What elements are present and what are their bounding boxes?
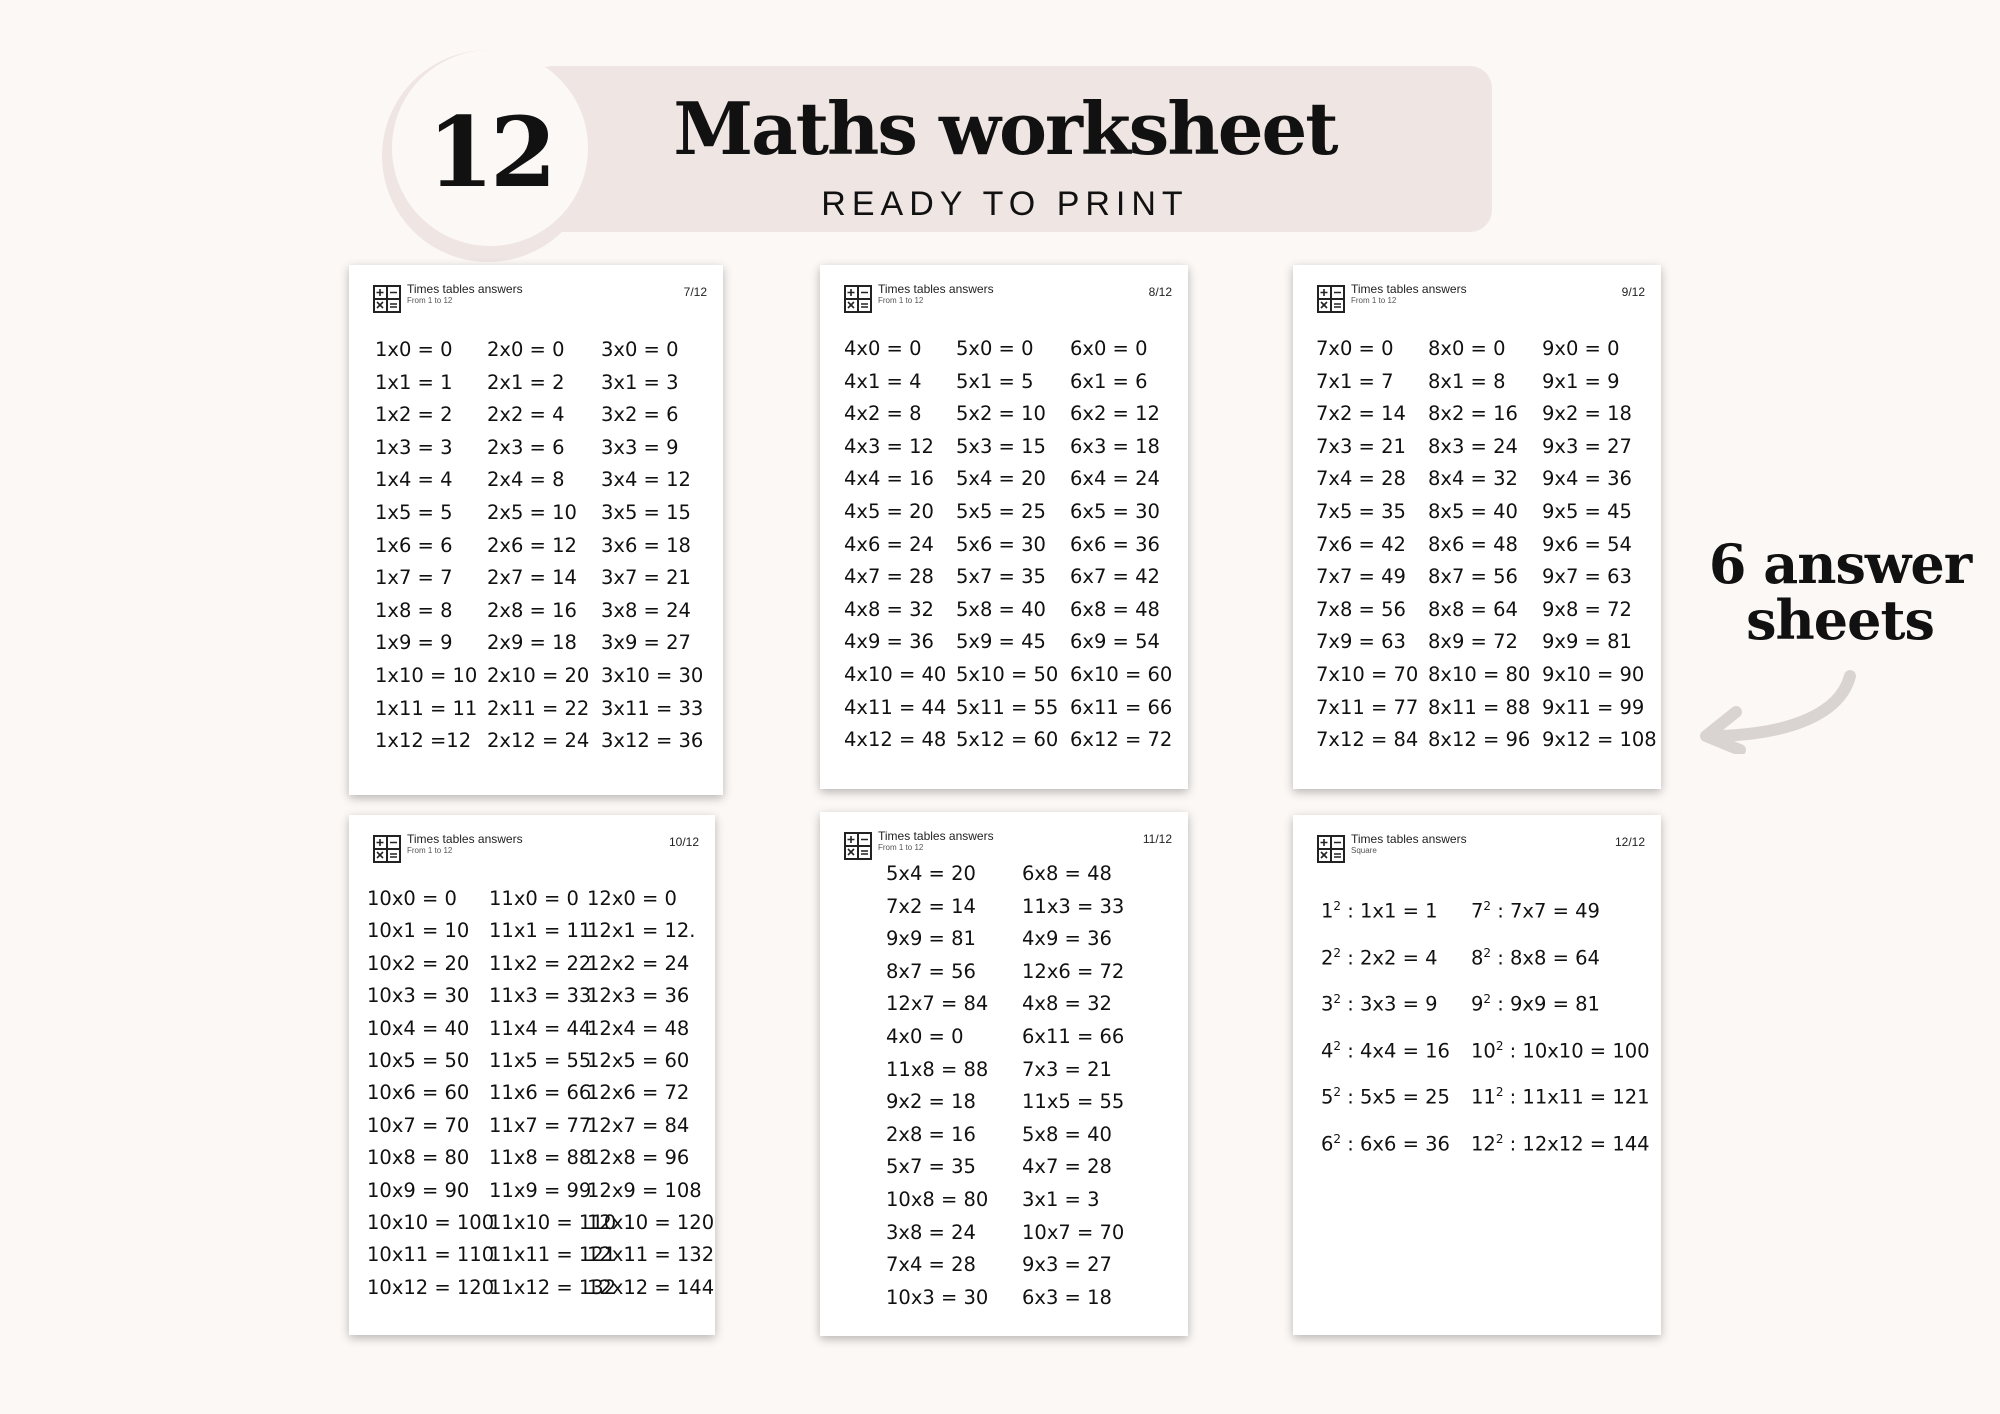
answer-grid bbox=[844, 337, 1182, 761]
answer-cell: 6x3 = 18 bbox=[1022, 1285, 1112, 1309]
answer-cell: 4x4 = 16 bbox=[844, 467, 934, 491]
answer-cell: 12x8 = 96 bbox=[587, 1146, 690, 1170]
square-answer-cell bbox=[1471, 1039, 1661, 1086]
square-base: 4 bbox=[1321, 1039, 1334, 1062]
sheet-page-number: 10/12 bbox=[668, 835, 699, 849]
answer-cell: 10x6 = 60 bbox=[367, 1081, 470, 1105]
answer-cell: 11x4 = 44 bbox=[489, 1016, 592, 1040]
sheet-header bbox=[349, 815, 715, 875]
answer-cell: 5x6 = 30 bbox=[956, 532, 1046, 556]
answer-cell: 9x6 = 54 bbox=[1542, 532, 1632, 556]
answer-cell: 6x5 = 30 bbox=[1070, 499, 1160, 523]
answer-cell: 5x1 = 5 bbox=[956, 369, 1034, 393]
sheet-title: Times tables answers bbox=[1351, 282, 1467, 296]
answer-cell: 2x12 = 24 bbox=[487, 729, 590, 753]
answer-cell: 9x3 = 27 bbox=[1542, 434, 1632, 458]
square-base: 5 bbox=[1321, 1085, 1334, 1109]
square-result: : 9x9 = 81 bbox=[1491, 992, 1600, 1016]
square-base: 1 bbox=[1321, 899, 1334, 923]
calculator-icon bbox=[844, 285, 872, 313]
answer-cell: 7x7 = 49 bbox=[1316, 565, 1406, 589]
answer-cell: 2x11 = 22 bbox=[487, 696, 590, 720]
answer-cell: 7x4 = 28 bbox=[1316, 467, 1406, 491]
answer-cell: 7x6 = 42 bbox=[1316, 532, 1406, 556]
answer-cell: 6x3 = 18 bbox=[1070, 434, 1160, 458]
square-answer-cell bbox=[1321, 1085, 1471, 1132]
sheet-header bbox=[820, 265, 1188, 325]
square-base: 8 bbox=[1471, 946, 1484, 969]
sheet-title: Times tables answers bbox=[407, 282, 523, 296]
answer-cell: 5x12 = 60 bbox=[956, 728, 1059, 752]
answer-cell: 3x8 = 24 bbox=[601, 598, 691, 622]
square-answer-cell bbox=[1471, 992, 1661, 1039]
answer-cell: 3x2 = 6 bbox=[601, 403, 679, 427]
answer-cell: 2x1 = 2 bbox=[487, 370, 565, 394]
answer-cell: 4x9 = 36 bbox=[844, 630, 934, 654]
answer-cell: 6x12 = 72 bbox=[1070, 728, 1173, 752]
answer-cell: 5x11 = 55 bbox=[956, 695, 1059, 719]
page-title: Maths worksheet bbox=[673, 86, 1337, 171]
answer-cell: 11x6 = 66 bbox=[489, 1081, 592, 1105]
answer-cell: 5x7 = 35 bbox=[956, 565, 1046, 589]
answer-cell: 6x11 = 66 bbox=[1022, 1024, 1125, 1048]
worksheet-page-11 bbox=[820, 812, 1188, 1336]
sheet-title: Times tables answers bbox=[1351, 832, 1467, 846]
answer-cell: 1x12 =12 bbox=[375, 729, 472, 753]
worksheet-page-9 bbox=[1293, 265, 1661, 789]
answer-cell: 9x9 = 81 bbox=[886, 927, 976, 951]
answer-cell: 1x10 = 10 bbox=[375, 663, 478, 687]
answer-cell: 1x6 = 6 bbox=[375, 533, 453, 557]
square-answer-cell bbox=[1321, 946, 1471, 993]
answer-cell: 5x5 = 25 bbox=[956, 499, 1046, 523]
callout-line-2: sheets bbox=[1746, 588, 1934, 652]
sheet-page-number: 9/12 bbox=[1621, 285, 1645, 299]
worksheet-page-10 bbox=[349, 815, 715, 1335]
answer-cell: 4x7 = 28 bbox=[1022, 1155, 1112, 1179]
answer-cell: 10x7 = 70 bbox=[367, 1113, 470, 1137]
answer-cell: 11x8 = 88 bbox=[489, 1146, 592, 1170]
square-exponent: 2 bbox=[1333, 1131, 1342, 1146]
answer-cell: 5x0 = 0 bbox=[956, 337, 1034, 360]
answer-cell: 4x0 = 0 bbox=[844, 337, 922, 360]
answer-cell: 2x0 = 0 bbox=[487, 338, 565, 361]
answer-cell: 10x5 = 50 bbox=[367, 1048, 470, 1072]
answer-cell: 4x8 = 32 bbox=[844, 597, 934, 621]
answer-cell: 10x4 = 40 bbox=[367, 1016, 470, 1040]
answer-cell: 8x4 = 32 bbox=[1428, 467, 1518, 491]
count-badge bbox=[392, 50, 588, 246]
sheet-header bbox=[1293, 265, 1661, 325]
sheet-title: Times tables answers bbox=[878, 829, 994, 843]
answer-cell: 7x8 = 56 bbox=[1316, 597, 1406, 621]
answer-cell: 2x8 = 16 bbox=[886, 1122, 976, 1146]
square-exponent: 2 bbox=[1483, 899, 1492, 913]
answer-cell: 12x7 = 84 bbox=[886, 992, 989, 1016]
answer-cell: 9x7 = 63 bbox=[1542, 565, 1632, 589]
answer-cell: 11x1 = 11 bbox=[489, 919, 592, 943]
calculator-icon bbox=[373, 285, 401, 313]
answer-cell: 10x8 = 80 bbox=[886, 1187, 989, 1211]
answer-cell: 9x11 = 99 bbox=[1542, 695, 1645, 719]
square-exponent: 2 bbox=[1495, 1085, 1504, 1099]
answer-cell: 2x9 = 18 bbox=[487, 631, 577, 655]
answer-cell: 4x8 = 32 bbox=[1022, 992, 1112, 1016]
sheet-page-number: 12/12 bbox=[1614, 835, 1645, 849]
square-result: : 2x2 = 4 bbox=[1341, 946, 1438, 969]
square-answer-cell bbox=[1471, 946, 1661, 993]
answer-cell: 12x9 = 108 bbox=[587, 1178, 702, 1202]
answer-cell: 7x3 = 21 bbox=[1022, 1057, 1112, 1081]
answer-cell: 10x7 = 70 bbox=[1022, 1220, 1125, 1244]
answer-cell: 6x7 = 42 bbox=[1070, 565, 1160, 589]
square-base: 6 bbox=[1321, 1132, 1334, 1155]
answer-cell: 3x1 = 3 bbox=[601, 370, 679, 394]
answer-cell: 11x9 = 99 bbox=[489, 1178, 592, 1202]
answer-cell: 3x9 = 27 bbox=[601, 631, 691, 655]
square-answer-cell bbox=[1321, 1132, 1471, 1179]
answer-cell: 12x6 = 72 bbox=[587, 1081, 690, 1105]
answer-cell: 6x1 = 6 bbox=[1070, 369, 1148, 393]
answer-cell: 4x2 = 8 bbox=[844, 402, 922, 426]
answer-cell: 1x7 = 7 bbox=[375, 566, 453, 590]
answer-cell: 3x7 = 21 bbox=[601, 566, 691, 590]
square-result: : 10x10 = 100 bbox=[1503, 1039, 1650, 1062]
answer-cell: 5x8 = 40 bbox=[956, 597, 1046, 621]
answer-cell: 3x4 = 12 bbox=[601, 468, 691, 492]
answer-cell: 1x3 = 3 bbox=[375, 435, 453, 459]
answer-cell: 7x11 = 77 bbox=[1316, 695, 1419, 719]
answer-cell: 2x10 = 20 bbox=[487, 663, 590, 687]
answer-cell: 9x3 = 27 bbox=[1022, 1253, 1112, 1277]
answer-cell: 1x11 = 11 bbox=[375, 696, 478, 720]
square-exponent: 2 bbox=[1333, 1085, 1342, 1099]
answer-cell: 6x2 = 12 bbox=[1070, 402, 1160, 426]
answer-cell: 1x2 = 2 bbox=[375, 403, 453, 427]
answer-grid bbox=[367, 887, 715, 1308]
answer-cell: 8x10 = 80 bbox=[1428, 662, 1531, 686]
answer-cell: 7x10 = 70 bbox=[1316, 662, 1419, 686]
answer-cell: 9x1 = 9 bbox=[1542, 369, 1620, 393]
answer-cell: 12x2 = 24 bbox=[587, 951, 690, 975]
answer-cell: 10x12 = 120 bbox=[367, 1275, 495, 1299]
answer-cell: 5x4 = 20 bbox=[886, 862, 976, 885]
answer-grid bbox=[375, 338, 713, 762]
square-exponent: 2 bbox=[1333, 992, 1342, 1006]
answer-cell: 3x5 = 15 bbox=[601, 500, 691, 524]
answer-cell: 8x0 = 0 bbox=[1428, 337, 1506, 360]
answer-cell: 12x6 = 72 bbox=[1022, 959, 1125, 983]
answer-cell: 6x8 = 48 bbox=[1070, 597, 1160, 621]
answer-cell: 8x9 = 72 bbox=[1428, 630, 1518, 654]
square-answer-cell bbox=[1321, 992, 1471, 1039]
answer-cell: 10x2 = 20 bbox=[367, 951, 470, 975]
answer-cell: 12x7 = 84 bbox=[587, 1113, 690, 1137]
answer-cell: 11x3 = 33 bbox=[1022, 894, 1125, 918]
answer-cell: 7x1 = 7 bbox=[1316, 369, 1394, 393]
square-exponent: 2 bbox=[1483, 945, 1492, 960]
answer-cell: 4x9 = 36 bbox=[1022, 927, 1112, 951]
square-base: 2 bbox=[1321, 946, 1334, 969]
square-exponent: 2 bbox=[1495, 1038, 1504, 1053]
answer-cell: 7x9 = 63 bbox=[1316, 630, 1406, 654]
square-answer-cell bbox=[1471, 1132, 1661, 1179]
answer-cell: 11x8 = 88 bbox=[886, 1057, 989, 1081]
calculator-icon bbox=[1317, 835, 1345, 863]
answer-cell: 4x7 = 28 bbox=[844, 565, 934, 589]
answer-cell: 5x7 = 35 bbox=[886, 1155, 976, 1179]
square-result: : 1x1 = 1 bbox=[1341, 899, 1438, 923]
answer-sheets-callout bbox=[1690, 532, 1990, 652]
square-exponent: 2 bbox=[1483, 992, 1492, 1006]
sheet-subtitle: From 1 to 12 bbox=[407, 296, 453, 305]
answer-cell: 11x10 = 110 bbox=[489, 1210, 617, 1234]
answer-cell: 11x12 = 132 bbox=[489, 1275, 617, 1299]
answer-cell: 9x2 = 18 bbox=[886, 1090, 976, 1114]
answer-cell: 6x4 = 24 bbox=[1070, 467, 1160, 491]
answer-cell: 8x12 = 96 bbox=[1428, 728, 1531, 752]
answer-cell: 11x0 = 0 bbox=[489, 887, 579, 910]
answer-cell: 5x3 = 15 bbox=[956, 434, 1046, 458]
answer-cell: 1x0 = 0 bbox=[375, 338, 453, 361]
answer-cell: 1x8 = 8 bbox=[375, 598, 453, 622]
answer-cell: 1x4 = 4 bbox=[375, 468, 453, 492]
sheet-subtitle: From 1 to 12 bbox=[1351, 296, 1397, 305]
answer-cell: 12x4 = 48 bbox=[587, 1016, 690, 1040]
answer-cell: 6x11 = 66 bbox=[1070, 695, 1173, 719]
square-base: 7 bbox=[1471, 899, 1484, 923]
square-base: 10 bbox=[1471, 1039, 1496, 1062]
answer-cell: 10x11 = 110 bbox=[367, 1243, 495, 1267]
answer-cell: 8x2 = 16 bbox=[1428, 402, 1518, 426]
square-answer-cell bbox=[1471, 1085, 1661, 1132]
sheet-title: Times tables answers bbox=[878, 282, 994, 296]
square-result: : 4x4 = 16 bbox=[1341, 1039, 1450, 1062]
worksheet-page-12 bbox=[1293, 815, 1661, 1335]
answer-cell: 6x6 = 36 bbox=[1070, 532, 1160, 556]
answer-cell: 3x12 = 36 bbox=[601, 729, 704, 753]
answer-cell: 7x2 = 14 bbox=[1316, 402, 1406, 426]
answer-cell: 11x7 = 77 bbox=[489, 1113, 592, 1137]
answer-cell: 4x10 = 40 bbox=[844, 662, 947, 686]
sheet-page-number: 8/12 bbox=[1148, 285, 1172, 299]
answer-cell: 6x8 = 48 bbox=[1022, 862, 1112, 885]
answer-cell: 1x1 = 1 bbox=[375, 370, 453, 394]
sheet-page-number: 11/12 bbox=[1142, 832, 1172, 846]
answer-cell: 11x5 = 55 bbox=[489, 1048, 592, 1072]
worksheet-page-7 bbox=[349, 265, 723, 795]
answer-cell: 2x7 = 14 bbox=[487, 566, 577, 590]
sheet-header bbox=[1293, 815, 1661, 875]
calculator-icon bbox=[373, 835, 401, 863]
square-answer-cell bbox=[1471, 899, 1661, 946]
answer-cell: 5x2 = 10 bbox=[956, 402, 1046, 426]
answer-cell: 8x7 = 56 bbox=[886, 959, 976, 983]
count-number: 12 bbox=[427, 95, 553, 209]
answer-cell: 3x10 = 30 bbox=[601, 663, 704, 687]
sheet-subtitle: From 1 to 12 bbox=[878, 843, 924, 852]
answer-cell: 12x3 = 36 bbox=[587, 984, 690, 1008]
answer-cell: 2x2 = 4 bbox=[487, 403, 565, 427]
answer-cell: 1x5 = 5 bbox=[375, 500, 453, 524]
square-answer-grid bbox=[1321, 899, 1661, 1178]
square-answer-cell bbox=[1321, 1039, 1471, 1086]
answer-cell: 11x5 = 55 bbox=[1022, 1090, 1125, 1114]
answer-cell: 5x9 = 45 bbox=[956, 630, 1046, 654]
answer-cell: 7x12 = 84 bbox=[1316, 728, 1419, 752]
square-result: : 11x11 = 121 bbox=[1503, 1085, 1650, 1109]
square-answer-cell bbox=[1321, 899, 1471, 946]
answer-cell: 11x11 = 121 bbox=[489, 1243, 617, 1267]
answer-cell: 12x10 = 120 bbox=[587, 1210, 715, 1234]
page-subtitle: READY TO PRINT bbox=[821, 185, 1189, 223]
answer-grid bbox=[1316, 337, 1657, 761]
answer-cell: 12x5 = 60 bbox=[587, 1048, 690, 1072]
answer-cell: 9x10 = 90 bbox=[1542, 662, 1645, 686]
answer-cell: 12x1 = 12. bbox=[587, 919, 696, 943]
answer-cell: 5x10 = 50 bbox=[956, 662, 1059, 686]
answer-cell: 10x3 = 30 bbox=[367, 984, 470, 1008]
sheet-subtitle: From 1 to 12 bbox=[878, 296, 924, 305]
answer-cell: 3x1 = 3 bbox=[1022, 1187, 1100, 1211]
answer-cell: 10x10 = 100 bbox=[367, 1210, 495, 1234]
answer-cell: 10x0 = 0 bbox=[367, 887, 457, 910]
answer-cell: 8x3 = 24 bbox=[1428, 434, 1518, 458]
answer-cell: 3x0 = 0 bbox=[601, 338, 679, 361]
callout-line-1: 6 answer bbox=[1708, 532, 1972, 596]
answer-cell: 9x2 = 18 bbox=[1542, 402, 1632, 426]
square-result: : 8x8 = 64 bbox=[1491, 946, 1600, 969]
answer-cell: 9x12 = 108 bbox=[1542, 728, 1657, 752]
answer-cell: 10x9 = 90 bbox=[367, 1178, 470, 1202]
answer-cell: 8x11 = 88 bbox=[1428, 695, 1531, 719]
answer-cell: 12x12 = 144 bbox=[587, 1275, 715, 1299]
answer-cell: 10x1 = 10 bbox=[367, 919, 470, 943]
answer-cell: 3x6 = 18 bbox=[601, 533, 691, 557]
answer-cell: 11x3 = 33 bbox=[489, 984, 592, 1008]
square-result: : 7x7 = 49 bbox=[1491, 899, 1600, 923]
answer-cell: 9x4 = 36 bbox=[1542, 467, 1632, 491]
answer-cell: 2x5 = 10 bbox=[487, 500, 577, 524]
answer-cell: 3x8 = 24 bbox=[886, 1220, 976, 1244]
answer-cell: 7x2 = 14 bbox=[886, 894, 976, 918]
square-exponent: 2 bbox=[1333, 1038, 1342, 1053]
answer-cell: 4x3 = 12 bbox=[844, 434, 934, 458]
answer-cell: 4x0 = 0 bbox=[886, 1024, 964, 1048]
answer-cell: 7x3 = 21 bbox=[1316, 434, 1406, 458]
answer-cell: 8x5 = 40 bbox=[1428, 499, 1518, 523]
sheet-subtitle: Square bbox=[1351, 846, 1377, 855]
answer-cell: 8x7 = 56 bbox=[1428, 565, 1518, 589]
answer-cell: 7x4 = 28 bbox=[886, 1253, 976, 1277]
square-result: : 12x12 = 144 bbox=[1503, 1132, 1650, 1155]
square-base: 3 bbox=[1321, 992, 1334, 1016]
square-base: 12 bbox=[1471, 1132, 1496, 1155]
answer-cell: 10x3 = 30 bbox=[886, 1285, 989, 1309]
calculator-icon bbox=[1317, 285, 1345, 313]
answer-cell: 3x3 = 9 bbox=[601, 435, 679, 459]
answer-cell: 6x10 = 60 bbox=[1070, 662, 1173, 686]
square-exponent: 2 bbox=[1495, 1131, 1504, 1146]
answer-cell: 2x8 = 16 bbox=[487, 598, 577, 622]
sheet-header bbox=[349, 265, 723, 325]
sheet-page-number: 7/12 bbox=[683, 285, 707, 299]
square-result: : 5x5 = 25 bbox=[1341, 1085, 1450, 1109]
square-exponent: 2 bbox=[1333, 945, 1342, 960]
answer-cell: 3x11 = 33 bbox=[601, 696, 704, 720]
answer-cell: 9x8 = 72 bbox=[1542, 597, 1632, 621]
square-base: 11 bbox=[1471, 1085, 1496, 1109]
curved-arrow-icon bbox=[1690, 664, 1870, 754]
answer-cell: 8x8 = 64 bbox=[1428, 597, 1518, 621]
answer-cell: 8x6 = 48 bbox=[1428, 532, 1518, 556]
calculator-icon bbox=[844, 832, 872, 860]
answer-cell: 9x0 = 0 bbox=[1542, 337, 1620, 360]
answer-cell: 4x12 = 48 bbox=[844, 728, 947, 752]
answer-cell: 1x9 = 9 bbox=[375, 631, 453, 655]
answer-cell: 5x8 = 40 bbox=[1022, 1122, 1112, 1146]
answer-cell: 4x5 = 20 bbox=[844, 499, 934, 523]
answer-cell: 6x9 = 54 bbox=[1070, 630, 1160, 654]
answer-cell: 4x1 = 4 bbox=[844, 369, 922, 393]
square-exponent: 2 bbox=[1333, 899, 1342, 913]
worksheet-page-8 bbox=[820, 265, 1188, 789]
answer-cell: 4x11 = 44 bbox=[844, 695, 947, 719]
answer-cell: 6x0 = 0 bbox=[1070, 337, 1148, 360]
answer-cell: 9x5 = 45 bbox=[1542, 499, 1632, 523]
square-result: : 6x6 = 36 bbox=[1341, 1132, 1450, 1155]
answer-cell: 4x6 = 24 bbox=[844, 532, 934, 556]
answer-cell: 7x0 = 0 bbox=[1316, 337, 1394, 360]
square-result: : 3x3 = 9 bbox=[1341, 992, 1438, 1016]
answer-cell: 9x9 = 81 bbox=[1542, 630, 1632, 654]
answer-cell: 2x4 = 8 bbox=[487, 468, 565, 492]
sheet-title: Times tables answers bbox=[407, 832, 523, 846]
answer-cell: 12x0 = 0 bbox=[587, 887, 677, 910]
answer-grid bbox=[886, 862, 1158, 1318]
answer-cell: 8x1 = 8 bbox=[1428, 369, 1506, 393]
answer-cell: 10x8 = 80 bbox=[367, 1146, 470, 1170]
answer-cell: 2x6 = 12 bbox=[487, 533, 577, 557]
answer-cell: 5x4 = 20 bbox=[956, 467, 1046, 491]
answer-cell: 7x5 = 35 bbox=[1316, 499, 1406, 523]
answer-cell: 2x3 = 6 bbox=[487, 435, 565, 459]
sheet-subtitle: From 1 to 12 bbox=[407, 846, 453, 855]
answer-cell: 11x2 = 22 bbox=[489, 951, 592, 975]
square-base: 9 bbox=[1471, 992, 1484, 1016]
answer-cell: 12x11 = 132 bbox=[587, 1243, 715, 1267]
